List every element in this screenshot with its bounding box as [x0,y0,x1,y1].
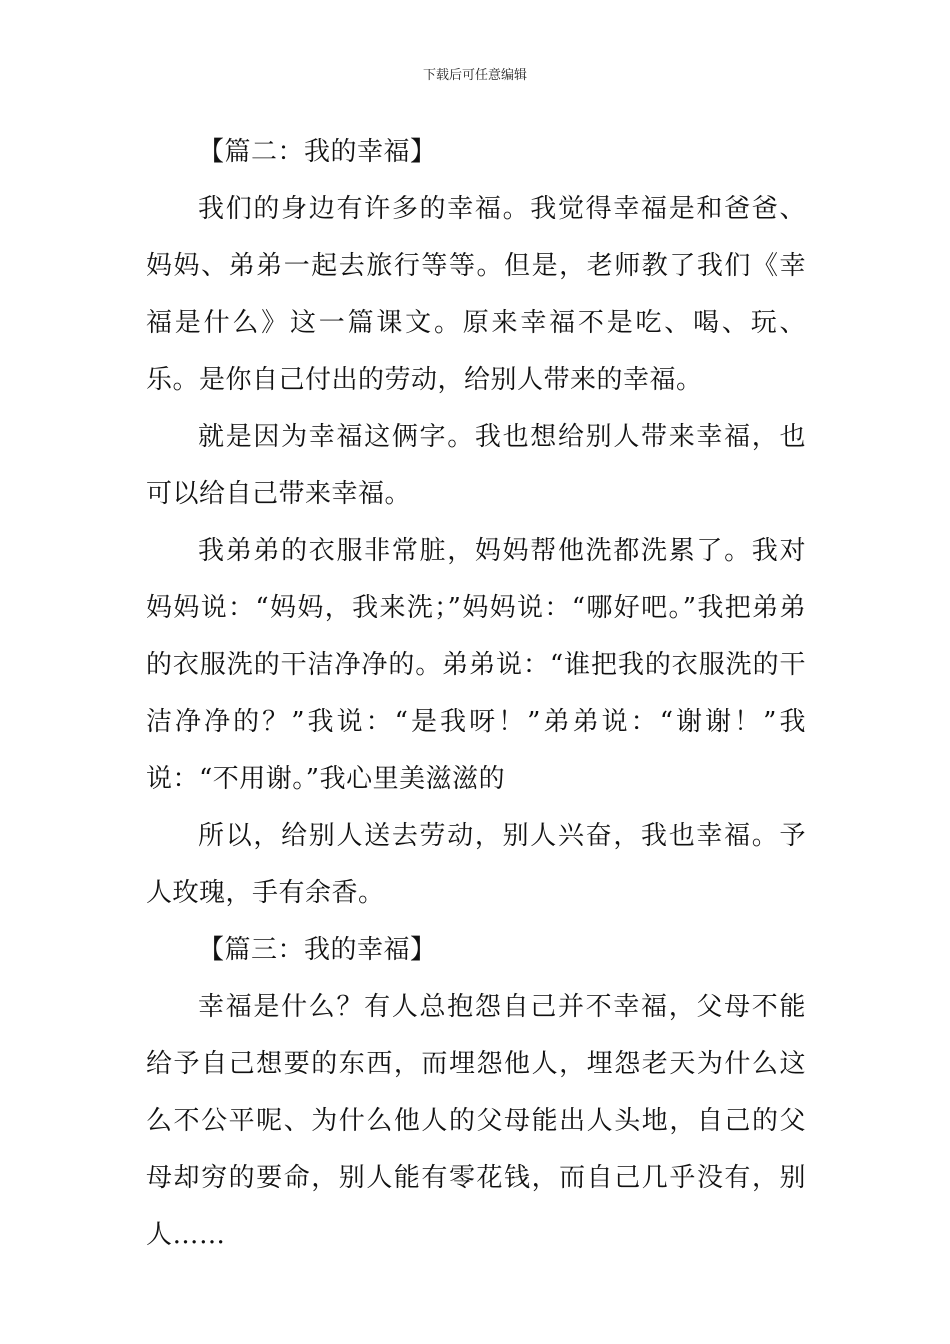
paragraph: 我弟弟的衣服非常脏，妈妈帮他洗都洗累了。我对妈妈说：“妈妈，我来洗；”妈妈说：“哪好吧。”我把弟弟的衣服洗的干洁净净的。弟弟说：“谁把我的衣服洗的干洁净净的？”我说：“是我呀！”弟弟说：“谢谢！”我说：“不用谢。”我心里美滋滋的 [146,536,806,794]
paragraph: 所以，给别人送去劳动，别人兴奋，我也幸福。予人玫瑰，手有余香。 [146,821,806,908]
paragraph: 就是因为幸福这俩字。我也想给别人带来幸福，也可以给自己带来幸福。 [146,422,806,509]
page-header: 下载后可任意编辑 [422,68,527,83]
paragraph: 幸福是什么？有人总抱怨自己并不幸福，父母不能给予自己想要的东西，而埋怨他人，埋怨老天为什么这么不公平呢、为什么他人的父母能出人头地，自己的父母却穷的要命，别人能有零花钱，而自己几乎没有，别人…… [146,992,806,1250]
paragraph: 我们的身边有许多的幸福。我觉得幸福是和爸爸、妈妈、弟弟一起去旅行等等。但是，老师教了我们《幸福是什么》这一篇课文。原来幸福不是吃、喝、玩、乐。是你自己付出的劳动，给别人带来的幸福。 [146,194,806,395]
section-heading: 【篇二：我的幸福】 [198,137,437,167]
section-pian-er [146,124,806,922]
section-pian-san [146,922,806,1264]
document-body [146,124,806,1264]
section-heading: 【篇三：我的幸福】 [198,935,437,965]
